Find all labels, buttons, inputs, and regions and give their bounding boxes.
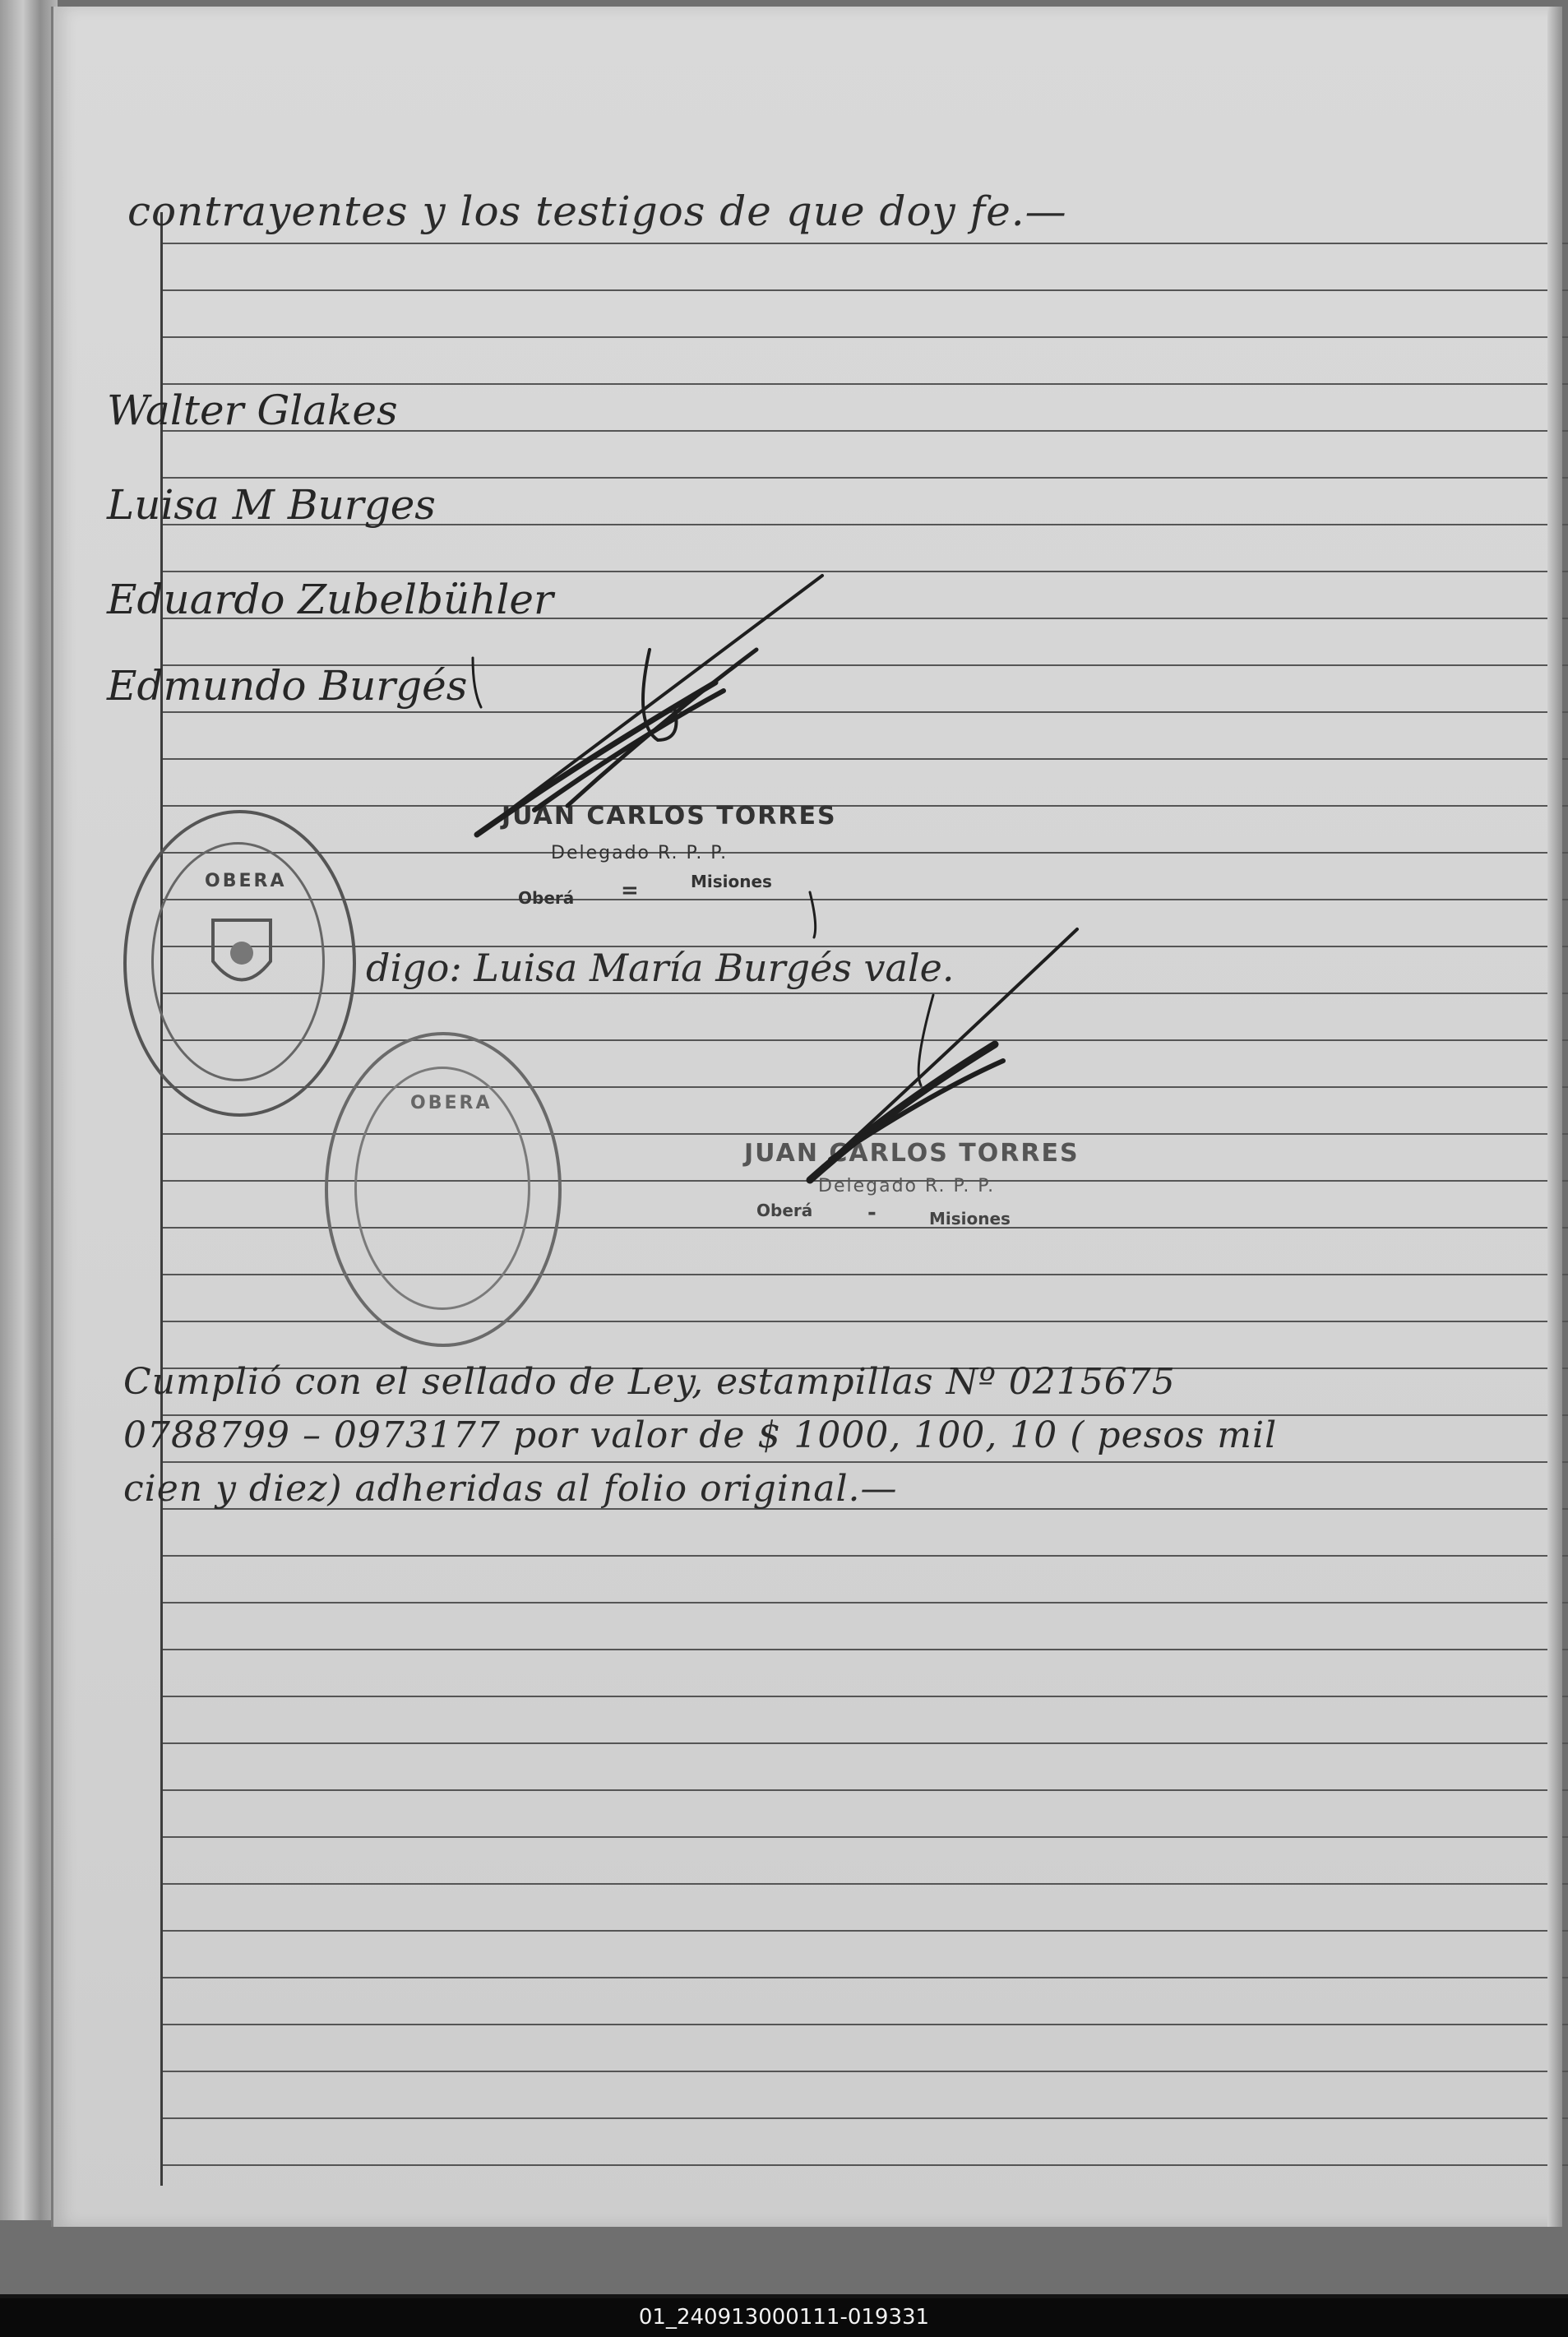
- stamp-1-province: Misiones: [691, 872, 772, 891]
- stamp-1-separator: =: [621, 878, 639, 903]
- signature-3: Eduardo Zubelbühler: [107, 576, 553, 623]
- stamp-1-name: JUAN CARLOS TORRES: [502, 802, 837, 831]
- correction-line: digo: Luisa María Burgés vale.: [366, 946, 955, 990]
- closing-paragraph-line-1: Cumplió con el sellado de Ley, estampillas Nº 0215675: [123, 1361, 1176, 1403]
- stamp-2-name: JUAN CARLOS TORRES: [744, 1139, 1080, 1168]
- opening-line: contrayentes y los testigos de que doy fe.—: [127, 187, 1067, 235]
- stamp-1-role: Delegado R. P. P.: [551, 843, 728, 863]
- stamp-2-separator: -: [867, 1201, 877, 1225]
- stamp-2-city: Oberá: [756, 1201, 813, 1220]
- signature-2: Luisa M Burges: [107, 481, 436, 529]
- signature-4: Edmundo Burgés: [107, 662, 468, 710]
- stamp-2-role: Delegado R. P. P.: [818, 1176, 996, 1196]
- signature-1: Walter Glakes: [107, 386, 398, 434]
- seal-center-text: OBERA: [205, 871, 287, 891]
- closing-paragraph-line-3: cien y diez) adheridas al folio original.—: [123, 1468, 898, 1510]
- seal-center-text: OBERA: [410, 1093, 493, 1113]
- stamp-2-province: Misiones: [929, 1209, 1011, 1229]
- closing-paragraph-line-2: 0788799 – 0973177 por valor de $ 1000, 100, 10 ( pesos mil: [123, 1414, 1278, 1456]
- image-id-footer: 01_240913000111-019331: [0, 2298, 1568, 2337]
- stamp-1-city: Oberá: [518, 888, 575, 908]
